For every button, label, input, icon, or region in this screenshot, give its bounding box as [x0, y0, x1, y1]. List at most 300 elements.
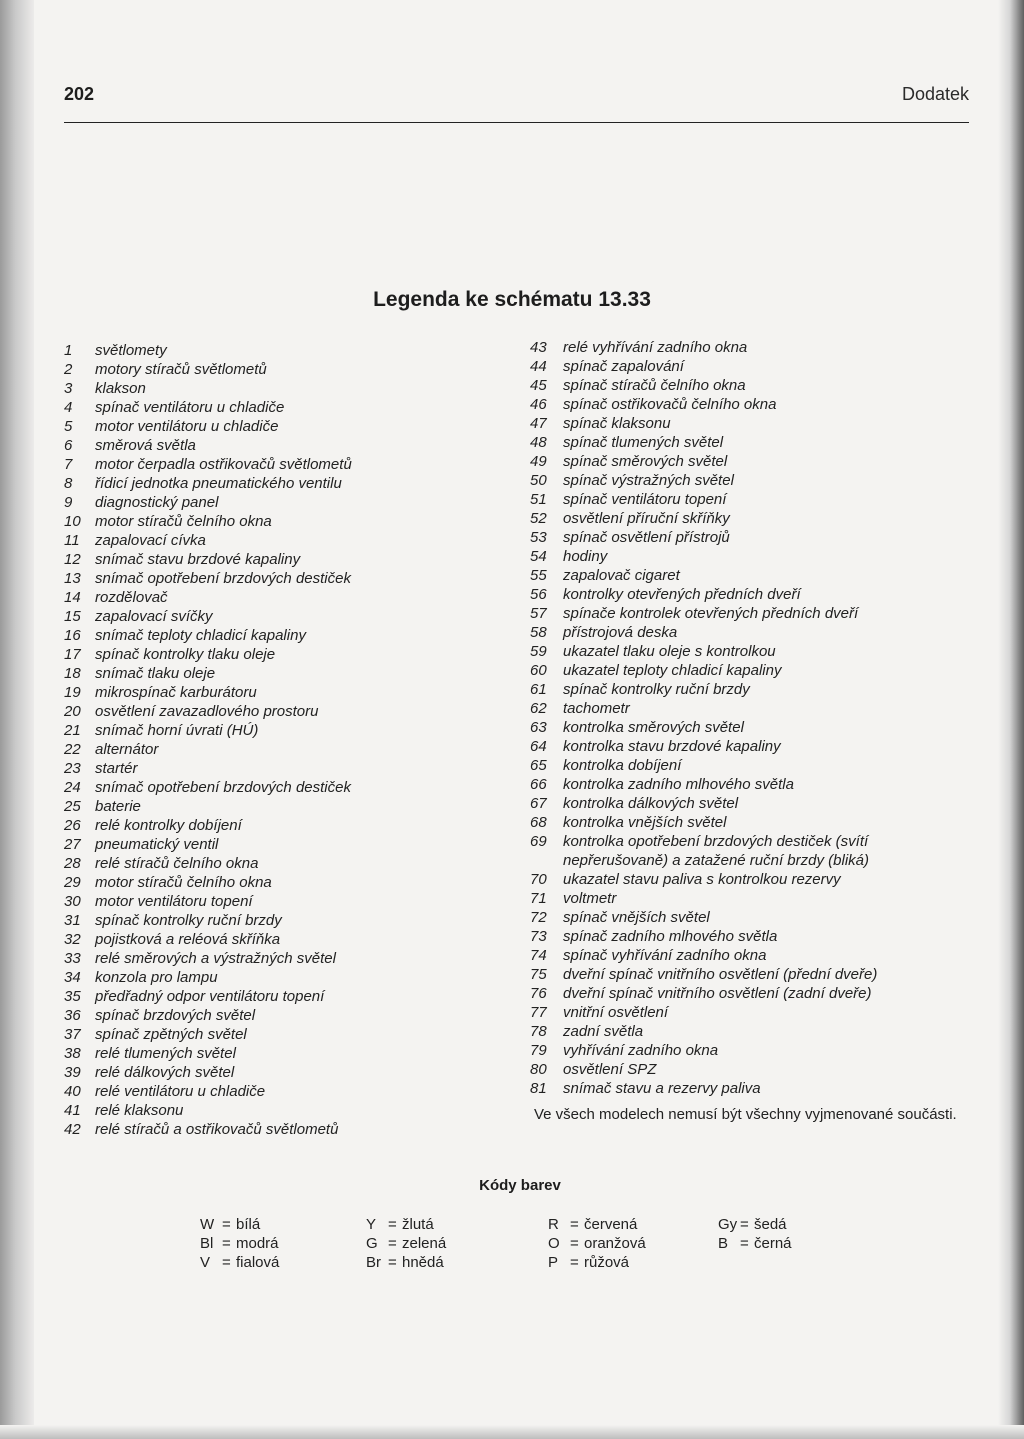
legend-item-number: 15 [64, 608, 81, 625]
legend-item-text: relé tlumených světel [95, 1045, 236, 1062]
legend-item-text: startér [95, 760, 138, 777]
legend-item-number: 55 [530, 567, 547, 584]
legend-item-text: kontrolka dálkových světel [563, 795, 739, 812]
legend-item-number: 33 [64, 950, 81, 967]
legend-item [530, 338, 970, 357]
legend-item [530, 490, 970, 509]
legend-item-number: 76 [530, 985, 547, 1002]
legend-item-text: spínač vnějších světel [563, 909, 710, 926]
legend-item-number: 25 [64, 798, 81, 815]
legend-item-text: relé klaksonu [95, 1102, 184, 1119]
legend-item-text: spínač kontrolky ruční brzdy [563, 681, 750, 698]
legend-item [530, 528, 970, 547]
legend-item [530, 642, 970, 661]
legend-item [64, 550, 464, 569]
legend-item-number: 2 [64, 361, 73, 378]
legend-item-text: přístrojová deska [563, 624, 678, 641]
legend-item [530, 623, 970, 642]
legend-item-number: 17 [64, 646, 81, 663]
legend-item-text: relé vyhřívání zadního okna [563, 339, 748, 356]
legend-item [64, 930, 464, 949]
equals-sign: = [222, 1216, 231, 1233]
legend-item-number: 20 [64, 703, 81, 720]
legend-item-number: 57 [530, 605, 547, 622]
legend-item-text: spínač stíračů čelního okna [563, 377, 746, 394]
legend-item-number: 81 [530, 1080, 547, 1097]
legend-item-text: spínač zpětných světel [95, 1026, 247, 1043]
legend-item [530, 680, 970, 699]
legend-item [64, 512, 464, 531]
legend-item [64, 949, 464, 968]
legend-item-text: osvětlení SPZ [563, 1061, 657, 1078]
legend-item-number: 5 [64, 418, 73, 435]
color-codes-title: Kódy barev [479, 1177, 561, 1194]
legend-item [64, 683, 464, 702]
legend-item-text: relé stíračů čelního okna [95, 855, 259, 872]
legend-item-text: vyhřívání zadního okna [563, 1042, 719, 1059]
legend-item-text: snímač stavu a rezervy paliva [563, 1080, 761, 1097]
legend-item-number: 29 [64, 874, 81, 891]
legend-item-text: motor ventilátoru u chladiče [95, 418, 279, 435]
color-name: fialová [236, 1254, 280, 1271]
legend-item [64, 341, 464, 360]
legend-item-number: 37 [64, 1026, 81, 1043]
legend-item [64, 1063, 464, 1082]
color-name: bílá [236, 1216, 261, 1233]
legend-item-number: 40 [64, 1083, 81, 1100]
page-title: Legenda ke schématu 13.33 [373, 288, 651, 311]
legend-item-text: spínač tlumených světel [563, 434, 724, 451]
legend-item [64, 360, 464, 379]
legend-item-number: 26 [64, 817, 81, 834]
legend-item [64, 607, 464, 626]
legend-item-text: nepřerušovaně) a zatažené ruční brzdy (bliká) [563, 852, 869, 869]
legend-item-text: dveřní spínač vnitřního osvětlení (zadní dveře) [563, 985, 872, 1002]
legend-item-number: 58 [530, 624, 547, 641]
legend-item [530, 927, 970, 946]
color-codes-column-1 [200, 1215, 279, 1272]
legend-item-number: 16 [64, 627, 81, 644]
legend-item-text: pneumatický ventil [95, 836, 219, 853]
legend-item-number: 31 [64, 912, 81, 929]
legend-item [530, 1041, 970, 1060]
color-code-item [718, 1215, 792, 1234]
legend-item-text: osvětlení zavazadlového prostoru [95, 703, 319, 720]
legend-item [530, 699, 970, 718]
legend-item-text: pojistková a reléová skříňka [95, 931, 281, 948]
legend-item-text: diagnostický panel [95, 494, 219, 511]
legend-item-number: 23 [64, 760, 81, 777]
color-name: zelená [402, 1235, 447, 1252]
legend-item [64, 569, 464, 588]
color-name: šedá [754, 1216, 787, 1233]
legend-item-number: 72 [530, 909, 547, 926]
legend-item [64, 531, 464, 550]
legend-item [530, 414, 970, 433]
legend-item [64, 493, 464, 512]
legend-item [64, 835, 464, 854]
header-rule [64, 122, 969, 123]
legend-item-text: mikrospínač karburátoru [95, 684, 257, 701]
legend-item-number: 73 [530, 928, 547, 945]
legend-item-number: 8 [64, 475, 73, 492]
legend-item-number: 24 [64, 779, 81, 796]
legend-item [530, 889, 970, 908]
legend-item [64, 1044, 464, 1063]
legend-item [530, 870, 970, 889]
equals-sign: = [740, 1235, 749, 1252]
scan-left-shadow [0, 0, 34, 1439]
legend-item-number: 48 [530, 434, 547, 451]
legend-item-number: 22 [64, 741, 81, 758]
legend-item-text: konzola pro lampu [95, 969, 218, 986]
legend-item [530, 661, 970, 680]
legend-item-text: ukazatel stavu paliva s kontrolkou rezervy [563, 871, 841, 888]
legend-item-number: 71 [530, 890, 547, 907]
legend-item [530, 1003, 970, 1022]
legend-item-number: 7 [64, 456, 73, 473]
color-codes-column-4 [718, 1215, 792, 1253]
legend-item [64, 987, 464, 1006]
legend-item-text: osvětlení příruční skříňky [563, 510, 730, 527]
color-code-item [366, 1215, 446, 1234]
equals-sign: = [222, 1254, 231, 1271]
legend-item-text: řídicí jednotka pneumatického ventilu [95, 475, 342, 492]
legend-item [530, 794, 970, 813]
legend-item-number: 66 [530, 776, 547, 793]
color-name: růžová [584, 1254, 630, 1271]
color-code-item [548, 1253, 646, 1272]
legend-item-number: 78 [530, 1023, 547, 1040]
legend-item [530, 756, 970, 775]
color-code: W [200, 1216, 215, 1233]
equals-sign: = [388, 1235, 397, 1252]
legend-item [64, 455, 464, 474]
legend-item-number: 51 [530, 491, 547, 508]
color-name: černá [754, 1235, 792, 1252]
color-code: Bl [200, 1235, 214, 1252]
legend-item-text: spínače kontrolek otevřených předních dveří [563, 605, 859, 622]
legend-item [64, 417, 464, 436]
color-codes-column-2 [366, 1215, 446, 1272]
legend-item [530, 509, 970, 528]
equals-sign: = [740, 1216, 749, 1233]
equals-sign: = [388, 1254, 397, 1271]
legend-item-number: 42 [64, 1121, 81, 1138]
legend-item-text: voltmetr [563, 890, 617, 907]
legend-item-number: 34 [64, 969, 81, 986]
legend-item [530, 1022, 970, 1041]
legend-item-text: spínač vyhřívání zadního okna [563, 947, 767, 964]
color-code: B [718, 1235, 729, 1252]
legend-item-text: spínač kontrolky tlaku oleje [95, 646, 276, 663]
color-code: Gy [718, 1216, 738, 1233]
legend-item [64, 854, 464, 873]
color-name: žlutá [402, 1216, 434, 1233]
legend-item-number: 1 [64, 342, 73, 359]
legend-item-number: 19 [64, 684, 81, 701]
legend-item-text: tachometr [563, 700, 630, 717]
legend-item-text: kontrolka opotřebení brzdových destiček (svítí [563, 833, 869, 850]
legend-item [64, 721, 464, 740]
legend-item [64, 1101, 464, 1120]
legend-item-number: 68 [530, 814, 547, 831]
legend-item-text: kontrolka vnějších světel [563, 814, 727, 831]
legend-item [530, 585, 970, 604]
legend-item [64, 778, 464, 797]
legend-item-text: kontrolka směrových světel [563, 719, 744, 736]
legend-item-number: 47 [530, 415, 547, 432]
legend-item [530, 908, 970, 927]
legend-item-text: spínač klaksonu [563, 415, 671, 432]
legend-item-text: spínač kontrolky ruční brzdy [95, 912, 282, 929]
color-codes-column-3 [548, 1215, 646, 1272]
scan-right-shadow [998, 0, 1024, 1439]
legend-item [530, 1060, 970, 1079]
legend-item [64, 645, 464, 664]
legend-item-number: 35 [64, 988, 81, 1005]
legend-item [530, 718, 970, 737]
legend-item-number: 36 [64, 1007, 81, 1024]
equals-sign: = [222, 1235, 231, 1252]
legend-item [530, 851, 970, 870]
color-name: červená [584, 1216, 638, 1233]
legend-item-text: rozdělovač [95, 589, 168, 606]
legend-item-number: 60 [530, 662, 547, 679]
legend-item [64, 702, 464, 721]
legend-item [530, 737, 970, 756]
legend-item-number: 21 [64, 722, 81, 739]
legend-item-text: kontrolka stavu brzdové kapaliny [563, 738, 781, 755]
legend-item [530, 357, 970, 376]
legend-item [530, 832, 970, 851]
legend-item-text: spínač zapalování [563, 358, 684, 375]
legend-item-text: motor stíračů čelního okna [95, 513, 272, 530]
legend-item [64, 474, 464, 493]
legend-item-number: 10 [64, 513, 81, 530]
legend-item-number: 54 [530, 548, 547, 565]
components-note: Ve všech modelech nemusí být všechny vyjmenované součásti. [534, 1106, 957, 1123]
legend-item-number: 13 [64, 570, 81, 587]
legend-item [64, 968, 464, 987]
equals-sign: = [388, 1216, 397, 1233]
color-code-item [548, 1234, 646, 1253]
legend-item-number: 39 [64, 1064, 81, 1081]
legend-item-number: 62 [530, 700, 547, 717]
legend-item-text: spínač směrových světel [563, 453, 728, 470]
legend-item-number: 12 [64, 551, 81, 568]
legend-item-text: kontrolka dobíjení [563, 757, 682, 774]
legend-item-number: 46 [530, 396, 547, 413]
legend-item-text: spínač ventilátoru u chladiče [95, 399, 285, 416]
legend-item-number: 11 [64, 532, 80, 549]
color-code-item [366, 1234, 446, 1253]
legend-item-text: zadní světla [563, 1023, 644, 1040]
legend-item-text: snímač horní úvrati (HÚ) [95, 722, 259, 739]
legend-item-text: motor ventilátoru topení [95, 893, 253, 910]
legend-item-number: 27 [64, 836, 81, 853]
legend-item-number: 63 [530, 719, 547, 736]
color-code: Y [366, 1216, 377, 1233]
legend-item-text: snímač opotřebení brzdových destiček [95, 570, 351, 587]
color-code-item [366, 1253, 446, 1272]
legend-item-number: 30 [64, 893, 81, 910]
legend-item [530, 775, 970, 794]
legend-item [64, 892, 464, 911]
section-name: Dodatek [901, 84, 969, 104]
color-code: R [548, 1216, 559, 1233]
legend-item-text: kontrolka zadního mlhového světla [563, 776, 794, 793]
legend-item-number: 59 [530, 643, 547, 660]
legend-item-number: 3 [64, 380, 73, 397]
legend-item [530, 984, 970, 1003]
color-code: Br [366, 1254, 381, 1271]
legend-item [64, 873, 464, 892]
legend-item-text: zapalovací svíčky [95, 608, 213, 625]
color-name: oranžová [584, 1235, 646, 1252]
legend-right-column [530, 338, 970, 1098]
legend-item-text: snímač tlaku oleje [95, 665, 216, 682]
legend-item-text: baterie [95, 798, 141, 815]
legend-item [64, 379, 464, 398]
legend-item-text: vnitřní osvětlení [563, 1004, 669, 1021]
color-name: modrá [236, 1235, 279, 1252]
color-code-item [200, 1234, 279, 1253]
legend-item-number: 41 [64, 1102, 81, 1119]
legend-item [64, 911, 464, 930]
legend-item-text: spínač ostřikovačů čelního okna [563, 396, 777, 413]
equals-sign: = [570, 1216, 579, 1233]
color-code-item [718, 1234, 792, 1253]
legend-item-text: alternátor [95, 741, 159, 758]
legend-item-text: hodiny [563, 548, 608, 565]
legend-item-number: 50 [530, 472, 547, 489]
legend-item-number: 44 [530, 358, 547, 375]
color-code: P [548, 1254, 559, 1271]
legend-item-text: předřadný odpor ventilátoru topení [95, 988, 325, 1005]
page-header [64, 84, 969, 106]
legend-item [530, 433, 970, 452]
legend-item-number: 43 [530, 339, 547, 356]
legend-item [64, 1120, 464, 1139]
legend-item-number: 53 [530, 529, 547, 546]
legend-item [64, 1082, 464, 1101]
legend-item-text: klakson [95, 380, 146, 397]
legend-item-number: 28 [64, 855, 81, 872]
legend-item [64, 1006, 464, 1025]
legend-item [64, 797, 464, 816]
legend-item-text: ukazatel teploty chladicí kapaliny [563, 662, 782, 679]
legend-item [530, 452, 970, 471]
color-code: G [366, 1235, 378, 1252]
legend-item-number: 14 [64, 589, 81, 606]
legend-item-number [530, 851, 563, 870]
legend-item-text: motory stíračů světlometů [95, 361, 267, 378]
legend-item-number: 6 [64, 437, 73, 454]
legend-item-text: relé kontrolky dobíjení [95, 817, 242, 834]
legend-item [64, 759, 464, 778]
legend-item-text: spínač výstražných světel [563, 472, 734, 489]
legend-item-text: relé stíračů a ostřikovačů světlometů [95, 1121, 339, 1138]
legend-item-text: motor stíračů čelního okna [95, 874, 272, 891]
legend-item-number: 69 [530, 833, 547, 850]
legend-item [530, 471, 970, 490]
legend-item [64, 1025, 464, 1044]
legend-item-number: 70 [530, 871, 547, 888]
legend-item [64, 816, 464, 835]
legend-item-text: spínač ventilátoru topení [563, 491, 727, 508]
color-code: V [200, 1254, 211, 1271]
legend-item-number: 4 [64, 399, 73, 416]
scan-bottom-shadow [0, 1425, 1024, 1439]
legend-item-text: spínač zadního mlhového světla [563, 928, 778, 945]
legend-item [530, 376, 970, 395]
legend-item-number: 32 [64, 931, 81, 948]
legend-item-text: zapalovací cívka [95, 532, 206, 549]
legend-item-number: 67 [530, 795, 547, 812]
color-code: O [548, 1235, 560, 1252]
legend-item [64, 626, 464, 645]
legend-item [64, 398, 464, 417]
legend-item-number: 52 [530, 510, 547, 527]
legend-item-number: 65 [530, 757, 547, 774]
legend-item-text: snímač teploty chladicí kapaliny [95, 627, 306, 644]
legend-item [64, 436, 464, 455]
legend-item [530, 547, 970, 566]
legend-item [530, 566, 970, 585]
legend-item-number: 75 [530, 966, 547, 983]
legend-item [530, 946, 970, 965]
legend-item-text: dveřní spínač vnitřního osvětlení (přední dveře) [563, 966, 878, 983]
legend-item-text: snímač stavu brzdové kapaliny [95, 551, 301, 568]
equals-sign: = [570, 1235, 579, 1252]
legend-item-number: 61 [530, 681, 547, 698]
legend-item-text: relé ventilátoru u chladiče [95, 1083, 266, 1100]
legend-item-text: směrová světla [95, 437, 196, 454]
legend-item [530, 813, 970, 832]
legend-item-text: snímač opotřebení brzdových destiček [95, 779, 351, 796]
legend-item-number: 45 [530, 377, 547, 394]
color-code-item [200, 1215, 279, 1234]
legend-item-number: 38 [64, 1045, 81, 1062]
legend-item [530, 965, 970, 984]
legend-item [64, 740, 464, 759]
legend-item-text: motor čerpadla ostřikovačů světlometů [95, 456, 352, 473]
legend-item-number: 80 [530, 1061, 547, 1078]
legend-item-number: 49 [530, 453, 547, 470]
legend-item-text: spínač osvětlení přístrojů [563, 529, 730, 546]
legend-item-number: 64 [530, 738, 547, 755]
legend-item-text: světlomety [95, 342, 167, 359]
legend-item-number: 18 [64, 665, 81, 682]
legend-item-number: 74 [530, 947, 547, 964]
legend-item-number: 77 [530, 1004, 547, 1021]
legend-item-text: kontrolky otevřených předních dveří [563, 586, 801, 603]
legend-item [64, 664, 464, 683]
legend-item-number: 79 [530, 1042, 547, 1059]
legend-item-text: spínač brzdových světel [95, 1007, 256, 1024]
legend-item [530, 1079, 970, 1098]
page-number: 202 [64, 84, 95, 104]
legend-item-number: 56 [530, 586, 547, 603]
equals-sign: = [570, 1254, 579, 1271]
legend-item-text: ukazatel tlaku oleje s kontrolkou [563, 643, 776, 660]
color-code-item [200, 1253, 279, 1272]
legend-item [64, 588, 464, 607]
legend-item-number: 9 [64, 494, 73, 511]
legend-item-text: relé dálkových světel [95, 1064, 235, 1081]
legend-item-text: relé směrových a výstražných světel [95, 950, 336, 967]
